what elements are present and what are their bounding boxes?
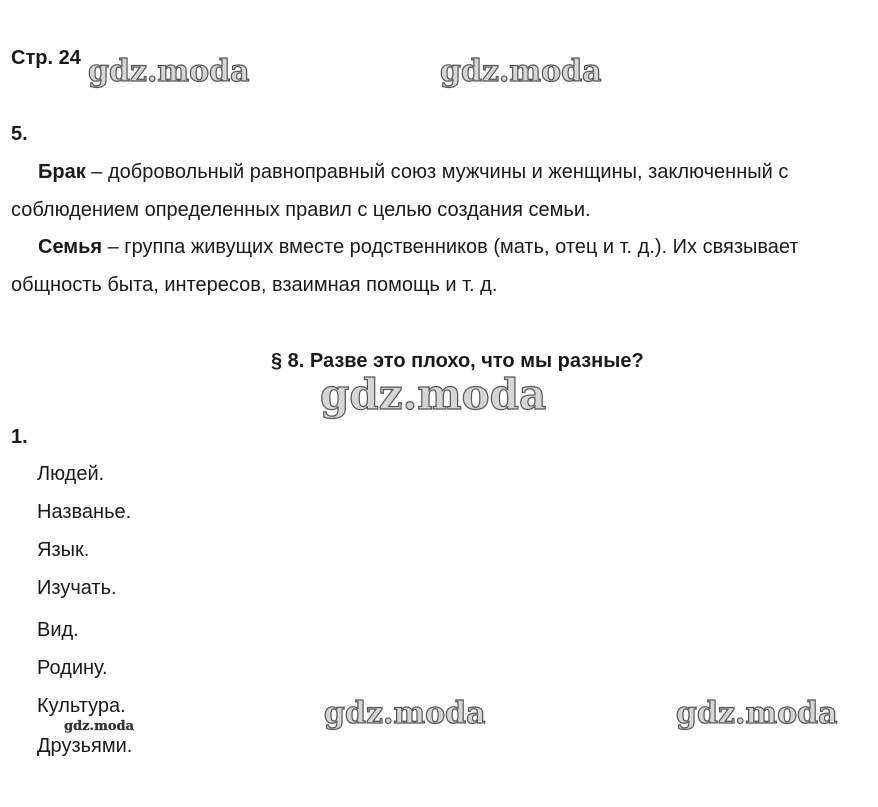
definition-line: соблюдением определенных правил с целью создания семьи. <box>11 199 591 221</box>
definition-term: Брак <box>38 161 86 183</box>
section-title: § 8. Разве это плохо, что мы разные? <box>271 350 644 372</box>
definition-text: – группа живущих вместе родственников (мать, отец и т. д.). Их связывает <box>102 236 799 258</box>
list-item: Людей. <box>37 463 105 485</box>
list-item: Вид. <box>37 619 79 641</box>
watermark-logo: gdz.moda <box>88 54 250 89</box>
definition-line: общность быта, интересов, взаимная помощь и т. д. <box>11 274 498 296</box>
list-item: Культура. <box>37 695 126 717</box>
definition-line <box>38 160 788 184</box>
list-item: Друзьями. <box>37 735 133 757</box>
list-item: Родину. <box>37 657 108 679</box>
page-label: Стр. 24 <box>11 47 81 69</box>
list-item: Изучать. <box>37 577 117 599</box>
watermark-logo: gdz.moda <box>676 696 838 731</box>
watermark-logo: gdz.moda <box>320 370 547 419</box>
list-item: Названье. <box>37 501 132 523</box>
definition-term: Семья <box>38 236 103 258</box>
task-number: 1. <box>11 426 28 448</box>
definition-text: – добровольный равноправный союз мужчины и женщины, заключенный с <box>85 161 789 183</box>
definition-line <box>38 235 799 259</box>
watermark-logo: gdz.moda <box>440 54 602 89</box>
task-number: 5. <box>11 123 28 145</box>
list-item: Язык. <box>37 539 90 561</box>
watermark-logo: gdz.moda <box>64 719 135 734</box>
watermark-logo: gdz.moda <box>324 696 486 731</box>
